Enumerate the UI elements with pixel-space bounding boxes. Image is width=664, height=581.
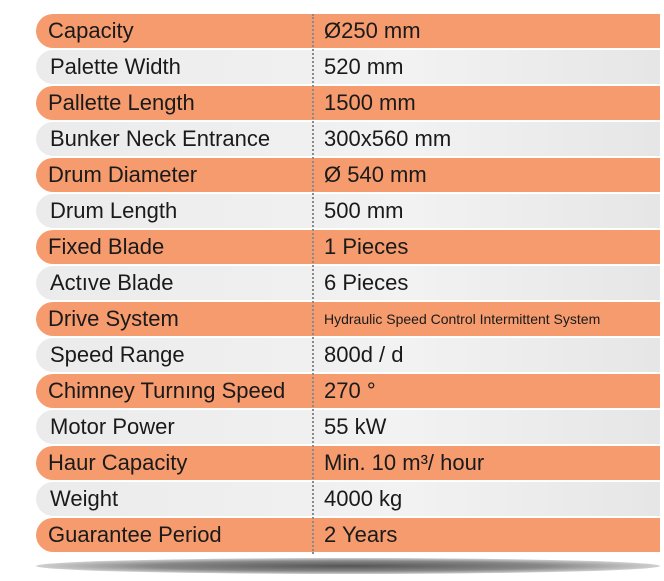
spec-row-drum-length	[36, 194, 660, 228]
spec-label: Drum Length	[50, 198, 178, 223]
spec-value: 55 kW	[324, 414, 387, 439]
spec-label: Pallette Length	[48, 90, 195, 115]
column-divider	[312, 14, 314, 554]
spec-row-haur-capacity	[36, 446, 660, 480]
spec-value: 6 Pieces	[324, 270, 409, 295]
table-shadow	[36, 558, 660, 574]
spec-value: 1 Pieces	[324, 234, 409, 259]
spec-value: 520 mm	[324, 54, 404, 79]
spec-row-active-blade	[36, 266, 660, 300]
spec-value: Min. 10 m³/ hour	[324, 450, 485, 475]
spec-row-guarantee-period	[36, 518, 660, 552]
spec-value: 800d / d	[324, 342, 404, 367]
spec-row-chimney-turning-speed	[36, 374, 660, 408]
spec-value: Ø 540 mm	[324, 162, 427, 187]
spec-label: Weight	[50, 486, 119, 511]
spec-label: Capacity	[48, 18, 134, 43]
spec-label: Drive System	[48, 306, 179, 331]
spec-label: Bunker Neck Entrance	[50, 126, 271, 151]
spec-value: Hydraulic Speed Control Intermittent System	[324, 311, 601, 327]
spec-label: Actıve Blade	[50, 270, 174, 295]
spec-label: Motor Power	[50, 414, 175, 439]
spec-label: Speed Range	[50, 342, 185, 367]
spec-value: 300x560 mm	[324, 126, 452, 151]
spec-value: 500 mm	[324, 198, 404, 223]
spec-row-speed-range	[36, 338, 660, 372]
spec-row-bunker-neck-entrance	[36, 122, 660, 156]
spec-label: Fixed Blade	[48, 234, 165, 259]
spec-value: 2 Years	[324, 522, 398, 547]
spec-row-drive-system	[36, 302, 660, 336]
spec-label: Drum Diameter	[48, 162, 198, 187]
spec-row-palette-width	[36, 50, 660, 84]
spec-row-weight	[36, 482, 660, 516]
spec-label: Guarantee Period	[48, 522, 222, 547]
spec-row-drum-diameter	[36, 158, 660, 192]
spec-label: Chimney Turnıng Speed	[48, 378, 286, 403]
spec-value: 4000 kg	[324, 486, 403, 511]
spec-label: Palette Width	[50, 54, 181, 79]
spec-table	[36, 14, 660, 554]
spec-row-pallette-length	[36, 86, 660, 120]
spec-row-capacity	[36, 14, 660, 48]
spec-value: 1500 mm	[324, 90, 416, 115]
spec-row-motor-power	[36, 410, 660, 444]
spec-label: Haur Capacity	[48, 450, 188, 475]
spec-value: 270 °	[324, 378, 376, 403]
spec-value: Ø250 mm	[324, 18, 421, 43]
spec-row-fixed-blade	[36, 230, 660, 264]
